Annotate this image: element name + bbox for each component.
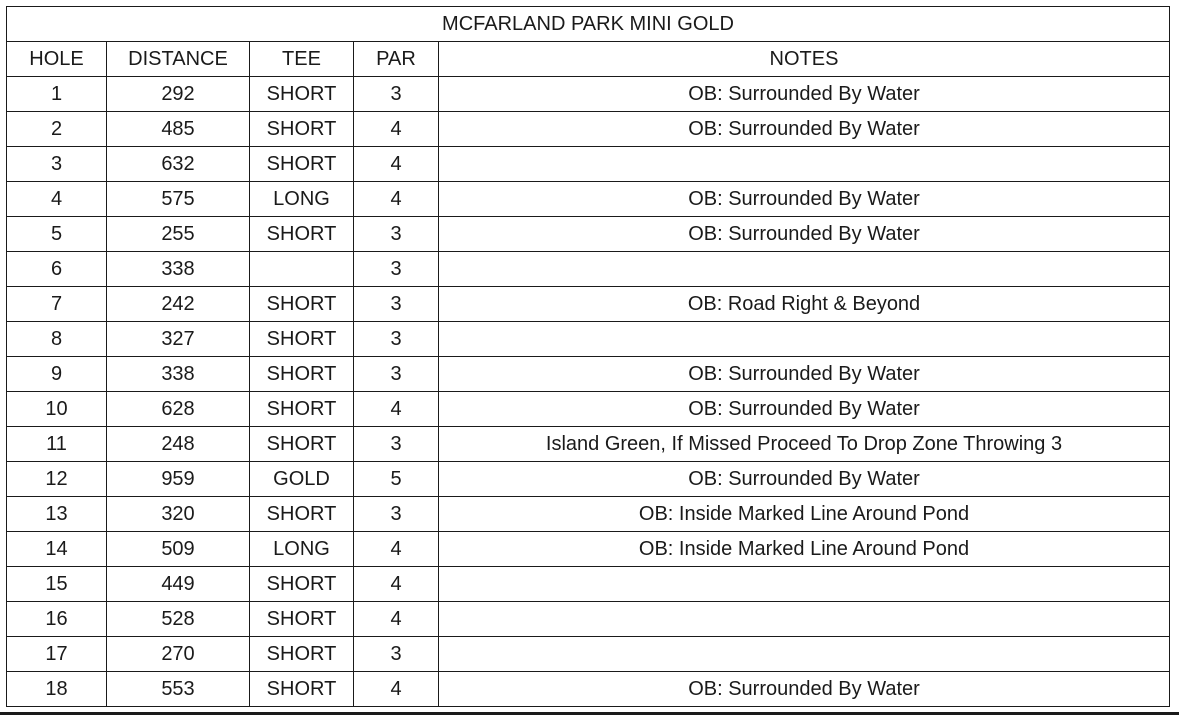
cell-par: 4 bbox=[354, 147, 439, 182]
cell-par: 5 bbox=[354, 462, 439, 497]
table-row bbox=[7, 112, 1170, 147]
cell-tee: SHORT bbox=[250, 672, 354, 707]
table-row bbox=[7, 392, 1170, 427]
cell-par: 3 bbox=[354, 77, 439, 112]
cell-notes: OB: Surrounded By Water bbox=[439, 182, 1170, 217]
cell-notes: OB: Surrounded By Water bbox=[439, 462, 1170, 497]
cell-hole: 8 bbox=[7, 322, 107, 357]
table-row bbox=[7, 672, 1170, 707]
cell-tee bbox=[250, 252, 354, 287]
cell-distance: 485 bbox=[107, 112, 250, 147]
cell-tee: SHORT bbox=[250, 322, 354, 357]
cell-tee: SHORT bbox=[250, 567, 354, 602]
table-row bbox=[7, 637, 1170, 672]
cell-notes bbox=[439, 602, 1170, 637]
bottom-rule bbox=[0, 712, 1179, 715]
cell-notes: OB: Surrounded By Water bbox=[439, 112, 1170, 147]
cell-notes bbox=[439, 147, 1170, 182]
cell-notes bbox=[439, 637, 1170, 672]
cell-tee: SHORT bbox=[250, 287, 354, 322]
cell-distance: 959 bbox=[107, 462, 250, 497]
cell-distance: 528 bbox=[107, 602, 250, 637]
cell-notes bbox=[439, 567, 1170, 602]
cell-tee: SHORT bbox=[250, 427, 354, 462]
cell-distance: 327 bbox=[107, 322, 250, 357]
table-row bbox=[7, 147, 1170, 182]
cell-tee: LONG bbox=[250, 182, 354, 217]
cell-tee: SHORT bbox=[250, 602, 354, 637]
cell-hole: 15 bbox=[7, 567, 107, 602]
cell-hole: 16 bbox=[7, 602, 107, 637]
cell-distance: 292 bbox=[107, 77, 250, 112]
cell-notes bbox=[439, 322, 1170, 357]
cell-notes: OB: Inside Marked Line Around Pond bbox=[439, 497, 1170, 532]
cell-par: 4 bbox=[354, 182, 439, 217]
cell-notes: OB: Surrounded By Water bbox=[439, 392, 1170, 427]
cell-hole: 3 bbox=[7, 147, 107, 182]
cell-hole: 14 bbox=[7, 532, 107, 567]
cell-par: 4 bbox=[354, 567, 439, 602]
cell-hole: 1 bbox=[7, 77, 107, 112]
cell-notes: OB: Surrounded By Water bbox=[439, 217, 1170, 252]
cell-par: 3 bbox=[354, 497, 439, 532]
cell-tee: SHORT bbox=[250, 147, 354, 182]
cell-distance: 320 bbox=[107, 497, 250, 532]
cell-distance: 449 bbox=[107, 567, 250, 602]
cell-par: 4 bbox=[354, 672, 439, 707]
cell-distance: 632 bbox=[107, 147, 250, 182]
cell-hole: 5 bbox=[7, 217, 107, 252]
cell-notes: OB: Surrounded By Water bbox=[439, 77, 1170, 112]
table-title: MCFARLAND PARK MINI GOLD bbox=[7, 7, 1170, 42]
cell-notes bbox=[439, 252, 1170, 287]
scorecard-table bbox=[6, 6, 1170, 707]
table-row bbox=[7, 427, 1170, 462]
cell-hole: 6 bbox=[7, 252, 107, 287]
title-row bbox=[7, 7, 1170, 42]
table-row bbox=[7, 182, 1170, 217]
table-row bbox=[7, 77, 1170, 112]
header-row bbox=[7, 42, 1170, 77]
cell-hole: 2 bbox=[7, 112, 107, 147]
cell-hole: 11 bbox=[7, 427, 107, 462]
table-body bbox=[7, 77, 1170, 707]
column-header-par: PAR bbox=[354, 42, 439, 77]
cell-par: 4 bbox=[354, 112, 439, 147]
cell-hole: 17 bbox=[7, 637, 107, 672]
table-row bbox=[7, 567, 1170, 602]
table-row bbox=[7, 357, 1170, 392]
table-row bbox=[7, 252, 1170, 287]
cell-distance: 575 bbox=[107, 182, 250, 217]
table-row bbox=[7, 497, 1170, 532]
cell-hole: 10 bbox=[7, 392, 107, 427]
cell-distance: 338 bbox=[107, 357, 250, 392]
cell-tee: SHORT bbox=[250, 392, 354, 427]
cell-par: 3 bbox=[354, 252, 439, 287]
table-row bbox=[7, 217, 1170, 252]
cell-distance: 242 bbox=[107, 287, 250, 322]
cell-par: 4 bbox=[354, 602, 439, 637]
cell-par: 3 bbox=[354, 322, 439, 357]
cell-par: 4 bbox=[354, 392, 439, 427]
cell-notes: OB: Road Right & Beyond bbox=[439, 287, 1170, 322]
column-header-notes: NOTES bbox=[439, 42, 1170, 77]
table-row bbox=[7, 462, 1170, 497]
table-row bbox=[7, 287, 1170, 322]
cell-par: 3 bbox=[354, 427, 439, 462]
cell-notes: OB: Inside Marked Line Around Pond bbox=[439, 532, 1170, 567]
cell-distance: 509 bbox=[107, 532, 250, 567]
cell-tee: SHORT bbox=[250, 637, 354, 672]
cell-notes: OB: Surrounded By Water bbox=[439, 357, 1170, 392]
cell-tee: SHORT bbox=[250, 217, 354, 252]
cell-hole: 4 bbox=[7, 182, 107, 217]
cell-distance: 338 bbox=[107, 252, 250, 287]
cell-distance: 270 bbox=[107, 637, 250, 672]
cell-distance: 628 bbox=[107, 392, 250, 427]
cell-tee: SHORT bbox=[250, 357, 354, 392]
column-header-distance: DISTANCE bbox=[107, 42, 250, 77]
cell-hole: 7 bbox=[7, 287, 107, 322]
cell-tee: GOLD bbox=[250, 462, 354, 497]
table-row bbox=[7, 532, 1170, 567]
cell-hole: 12 bbox=[7, 462, 107, 497]
cell-hole: 18 bbox=[7, 672, 107, 707]
cell-par: 3 bbox=[354, 357, 439, 392]
cell-distance: 255 bbox=[107, 217, 250, 252]
cell-tee: SHORT bbox=[250, 112, 354, 147]
cell-hole: 13 bbox=[7, 497, 107, 532]
column-header-hole: HOLE bbox=[7, 42, 107, 77]
table-row bbox=[7, 602, 1170, 637]
cell-notes: Island Green, If Missed Proceed To Drop Zone Throwing 3 bbox=[439, 427, 1170, 462]
cell-par: 3 bbox=[354, 217, 439, 252]
cell-distance: 248 bbox=[107, 427, 250, 462]
cell-tee: LONG bbox=[250, 532, 354, 567]
cell-notes: OB: Surrounded By Water bbox=[439, 672, 1170, 707]
column-header-tee: TEE bbox=[250, 42, 354, 77]
cell-tee: SHORT bbox=[250, 77, 354, 112]
cell-par: 4 bbox=[354, 532, 439, 567]
cell-par: 3 bbox=[354, 287, 439, 322]
cell-distance: 553 bbox=[107, 672, 250, 707]
cell-tee: SHORT bbox=[250, 497, 354, 532]
table-row bbox=[7, 322, 1170, 357]
cell-hole: 9 bbox=[7, 357, 107, 392]
cell-par: 3 bbox=[354, 637, 439, 672]
